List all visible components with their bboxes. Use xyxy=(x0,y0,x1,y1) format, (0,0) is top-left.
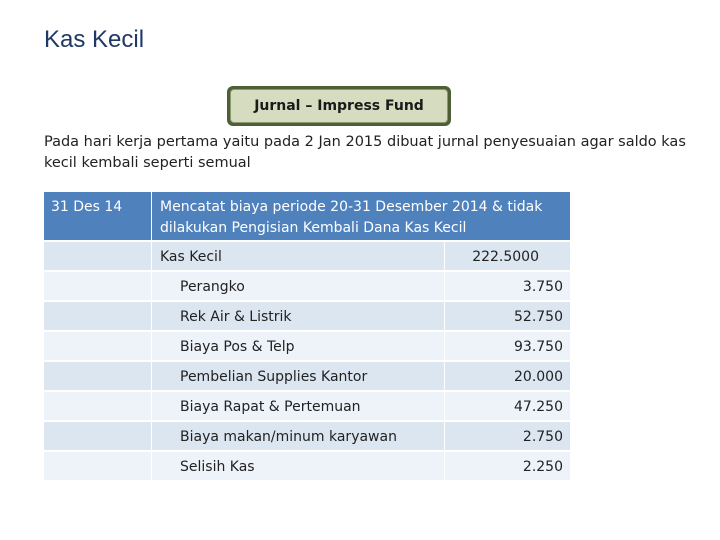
journal-credit-row xyxy=(44,272,570,300)
debit-account: Kas Kecil xyxy=(160,249,222,265)
account-cell xyxy=(152,392,444,420)
amount-cell xyxy=(445,242,570,270)
amount-cell xyxy=(445,422,570,450)
journal-credit-row xyxy=(44,332,570,360)
journal-date: 31 Des 14 xyxy=(44,192,151,240)
credit-amount: 20.000 xyxy=(514,369,563,385)
account-cell xyxy=(152,362,444,390)
credit-account: Biaya Pos & Telp xyxy=(180,339,295,355)
journal-credit-row xyxy=(44,362,570,390)
credit-amount: 3.750 xyxy=(522,279,563,295)
account-cell xyxy=(152,332,444,360)
date-cell xyxy=(44,272,151,300)
amount-cell xyxy=(445,302,570,330)
journal-header-row xyxy=(44,192,570,240)
credit-account: Rek Air & Listrik xyxy=(180,309,292,325)
account-cell xyxy=(152,302,444,330)
amount-cell xyxy=(445,362,570,390)
amount-cell xyxy=(445,452,570,480)
credit-amount: 47.250 xyxy=(514,399,563,415)
section-badge-label: Jurnal – Impress Fund xyxy=(230,89,448,123)
date-cell xyxy=(44,362,151,390)
credit-account: Biaya Rapat & Pertemuan xyxy=(180,399,361,415)
date-cell xyxy=(44,302,151,330)
account-cell xyxy=(152,242,444,270)
debit-amount: 222.5000 xyxy=(472,249,539,265)
credit-account: Selisih Kas xyxy=(180,459,255,475)
date-cell xyxy=(44,452,151,480)
page-title: Kas Kecil xyxy=(44,26,145,53)
date-cell xyxy=(44,422,151,450)
credit-amount: 93.750 xyxy=(514,339,563,355)
intro-paragraph: Pada hari kerja pertama yaitu pada 2 Jan 2015 dibuat jurnal penyesuaian agar saldo kas kecil kembali seperti semual xyxy=(44,134,686,171)
account-cell xyxy=(152,272,444,300)
journal-credit-row xyxy=(44,392,570,420)
credit-amount: 2.750 xyxy=(522,429,563,445)
date-cell xyxy=(44,242,151,270)
date-cell xyxy=(44,332,151,360)
credit-account: Perangko xyxy=(180,279,245,295)
date-cell xyxy=(44,392,151,420)
section-badge xyxy=(227,86,451,126)
amount-cell xyxy=(445,272,570,300)
journal-credit-row xyxy=(44,452,570,480)
amount-cell xyxy=(445,392,570,420)
journal-credit-row xyxy=(44,302,570,330)
account-cell xyxy=(152,452,444,480)
journal-debit-row xyxy=(44,242,570,270)
journal-header-description: Mencatat biaya periode 20-31 Desember 2014 & tidak dilakukan Pengisian Kembali Dana Kas Kecil xyxy=(152,192,570,240)
amount-cell xyxy=(445,332,570,360)
credit-account: Pembelian Supplies Kantor xyxy=(180,369,368,385)
credit-amount: 52.750 xyxy=(514,309,563,325)
credit-account: Biaya makan/minum karyawan xyxy=(180,429,397,445)
journal-credit-row xyxy=(44,422,570,450)
credit-amount: 2.250 xyxy=(522,459,563,475)
account-cell xyxy=(152,422,444,450)
